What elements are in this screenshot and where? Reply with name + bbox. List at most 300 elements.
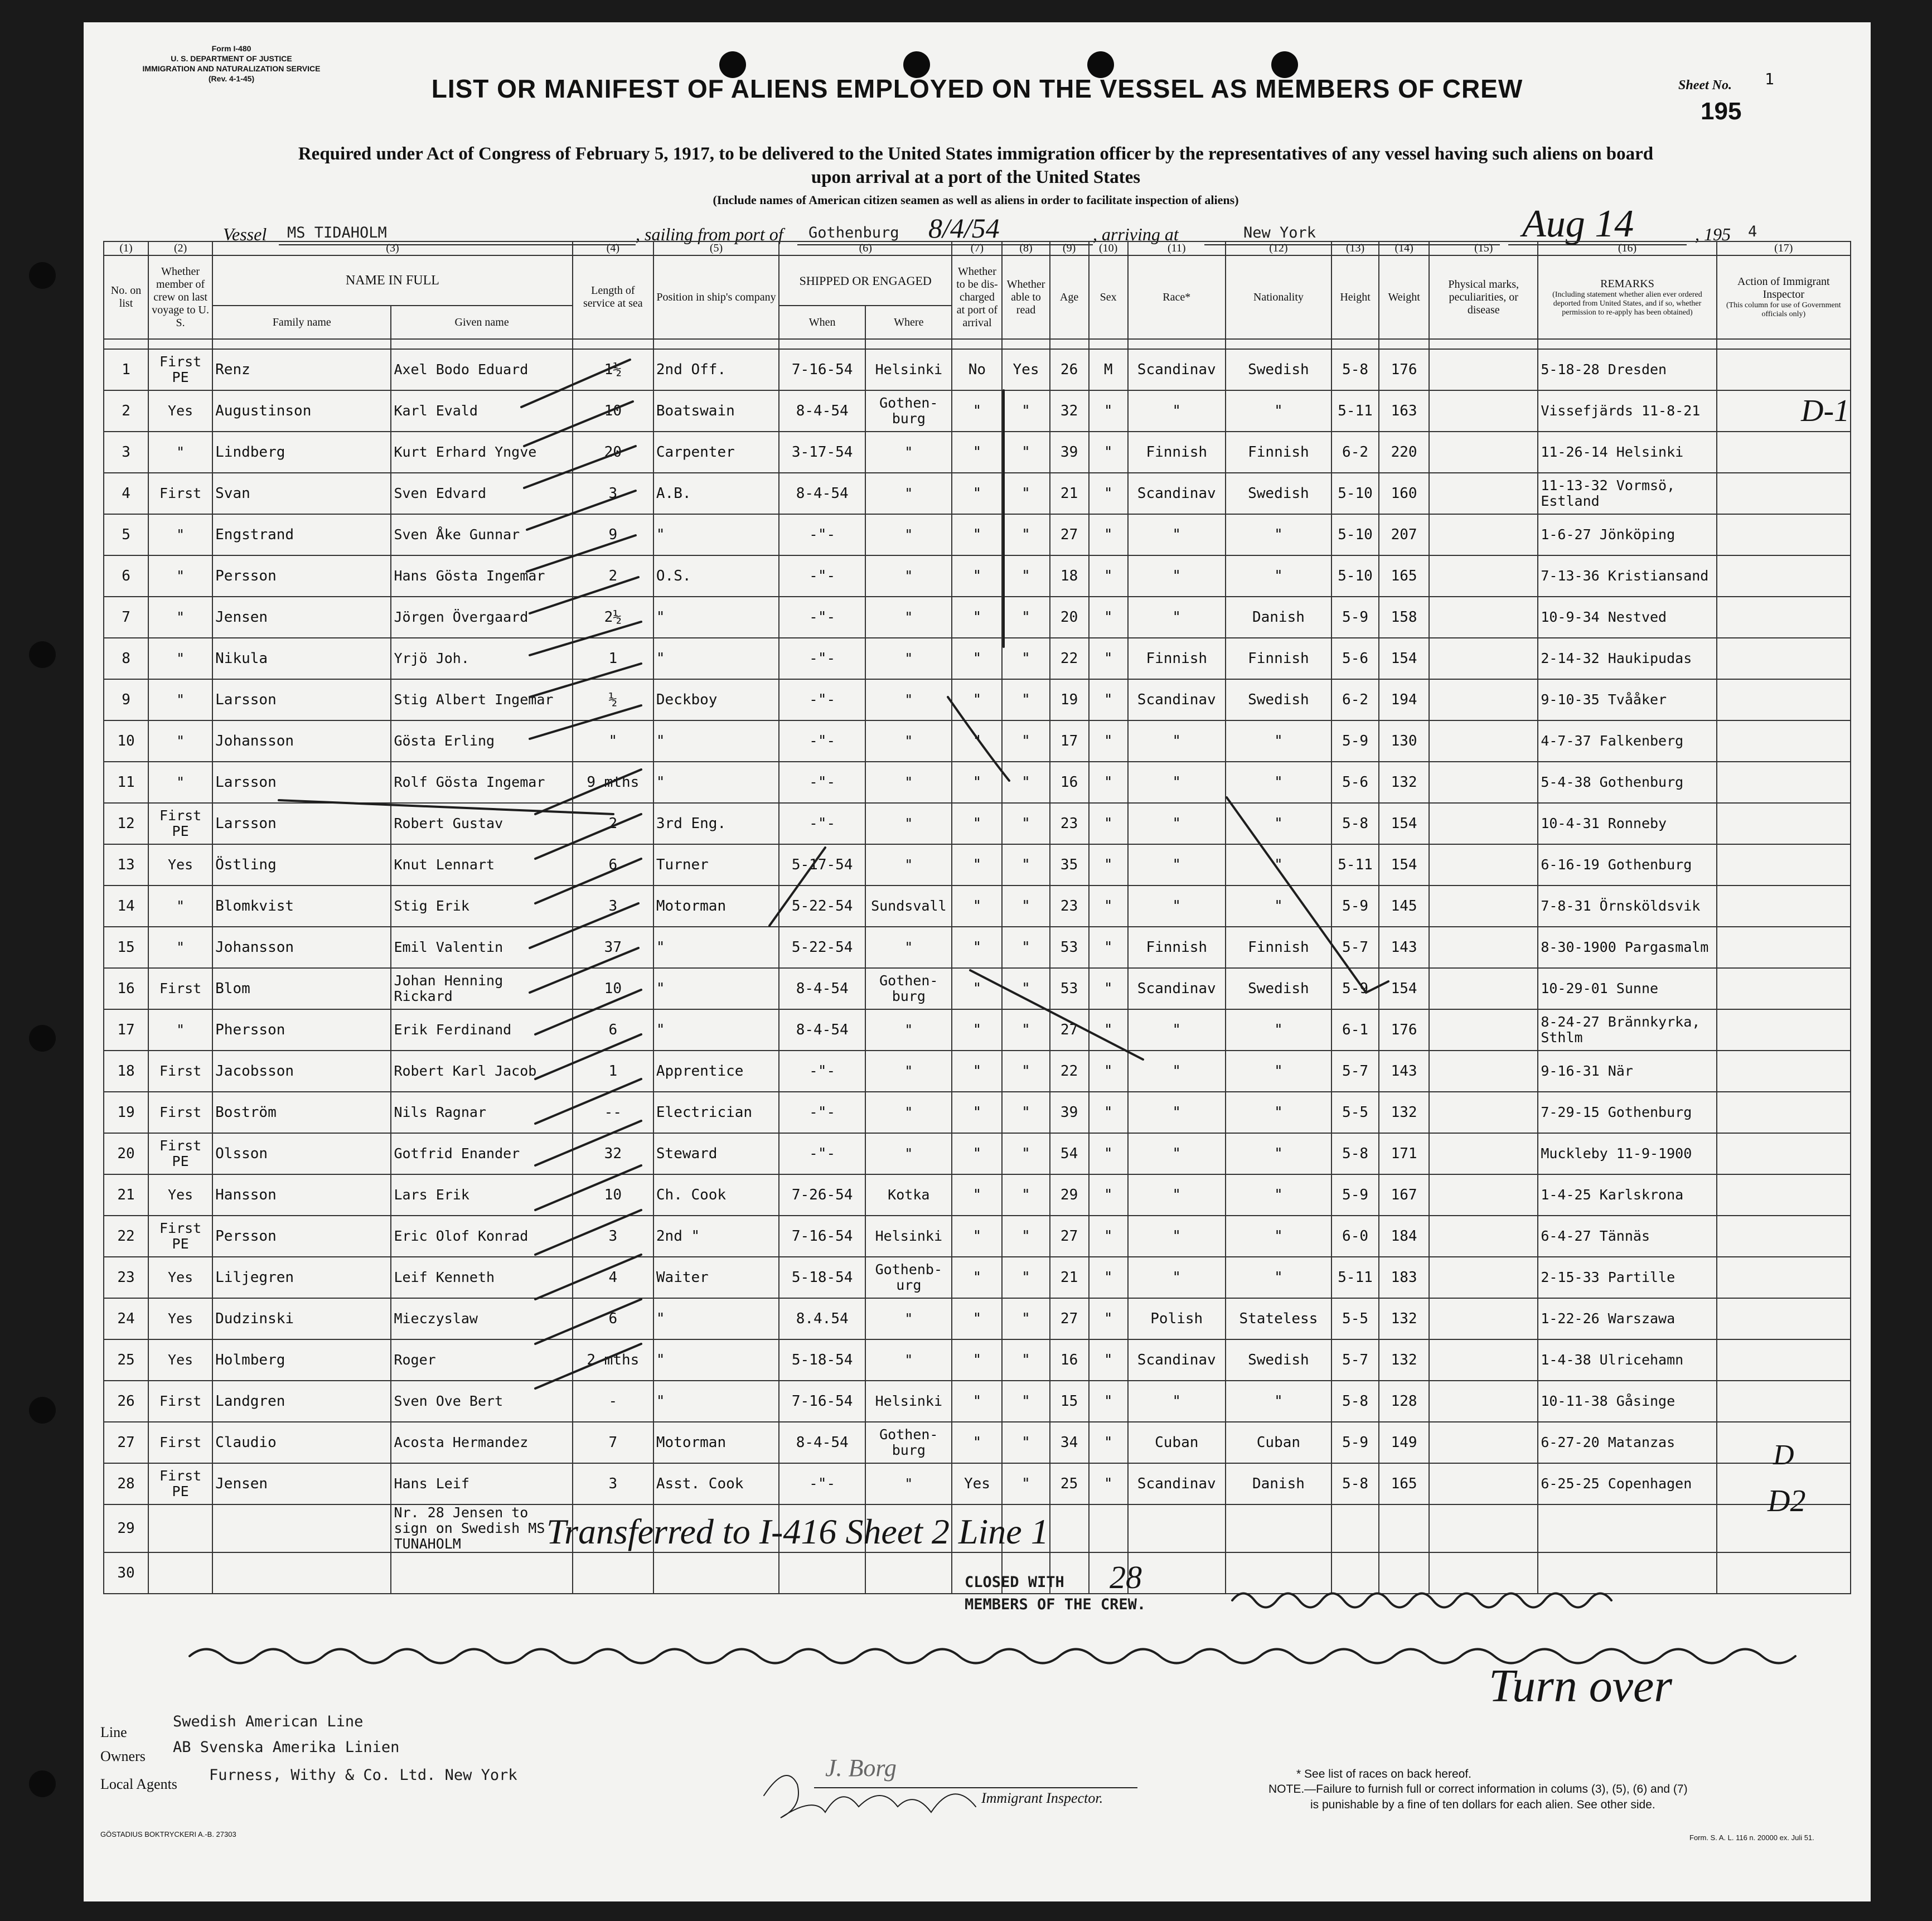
position-cell: " <box>653 1298 779 1339</box>
header-where: Where <box>865 306 952 339</box>
line-label: Line <box>100 1724 127 1740</box>
action-title: Action of Immigrant Inspector <box>1737 275 1830 301</box>
weight-cell: 176 <box>1379 1009 1429 1051</box>
header-when: When <box>779 306 865 339</box>
arrival-date: Aug 14 <box>1522 202 1634 245</box>
race-cell: " <box>1128 597 1226 638</box>
given-name-cell: Gösta Erling <box>391 720 572 762</box>
shipped-where-cell: " <box>865 638 952 679</box>
sex-cell: " <box>1089 1216 1128 1257</box>
shipped-when-cell: -"- <box>779 555 865 597</box>
given-name-cell: Axel Bodo Eduard <box>391 349 572 390</box>
agents-label: Local Agents <box>100 1776 177 1792</box>
age-cell: 29 <box>1050 1174 1089 1216</box>
nationality-cell: " <box>1226 1009 1331 1051</box>
check-stroke <box>524 446 636 488</box>
given-name-cell: Hans Gösta Ingemar <box>391 555 572 597</box>
sex-cell: " <box>1089 1422 1128 1463</box>
year-label: , 195 <box>1695 224 1731 244</box>
remarks-cell: 6-27-20 Matanzas <box>1538 1422 1716 1463</box>
shipped-where-cell: " <box>865 1051 952 1092</box>
given-name-cell: Nr. 28 Jensen to sign on Swedish MS TUNAHOLM <box>391 1504 572 1552</box>
length-service-cell: 9 mths <box>573 762 653 803</box>
nationality-cell: Danish <box>1226 597 1331 638</box>
weight-cell: 183 <box>1379 1257 1429 1298</box>
header-family-name: Family name <box>212 306 391 339</box>
shipped-where-cell: " <box>865 803 952 844</box>
weight-cell: 207 <box>1379 514 1429 555</box>
shipped-where-cell: Gothen-burg <box>865 968 952 1009</box>
required-line: Required under Act of Congress of February 5, 1917, to be delivered to the United States immigration officer by the representatives of any vessel having such aliens on board <box>298 144 1654 164</box>
member-status-cell: First PE <box>148 1463 212 1504</box>
remarks-cell: 6-25-25 Copenhagen <box>1538 1463 1716 1504</box>
position-cell: O.S. <box>653 555 779 597</box>
nationality-cell: Stateless <box>1226 1298 1331 1339</box>
shipped-when-cell: 8-4-54 <box>779 1009 865 1051</box>
height-cell: 5-6 <box>1331 762 1379 803</box>
age-cell: 39 <box>1050 1092 1089 1133</box>
shipped-when-cell: 7-16-54 <box>779 349 865 390</box>
race-note: * See list of races on back hereof. <box>1296 1768 1472 1780</box>
shipped-when-cell: -"- <box>779 1092 865 1133</box>
page-title: LIST OR MANIFEST OF ALIENS EMPLOYED ON THE VESSEL AS MEMBERS OF CREW <box>431 74 1523 103</box>
shipped-where-cell: " <box>865 1092 952 1133</box>
remarks-cell: 8-30-1900 Pargasmalm <box>1538 927 1716 968</box>
col-num: (8) <box>1002 241 1049 255</box>
age-cell: 23 <box>1050 886 1089 927</box>
shipped-when-cell: 8.4.54 <box>779 1298 865 1339</box>
age-cell: 20 <box>1050 597 1089 638</box>
nationality-cell: Swedish <box>1226 349 1331 390</box>
position-cell: Ch. Cook <box>653 1174 779 1216</box>
sex-cell: " <box>1089 1463 1128 1504</box>
remarks-cell: 9-10-35 Tvååker <box>1538 679 1716 720</box>
member-status-cell: First PE <box>148 349 212 390</box>
family-name-cell: Engstrand <box>212 514 391 555</box>
nationality-cell: Swedish <box>1226 968 1331 1009</box>
turn-over-note: Turn over <box>1489 1660 1673 1712</box>
member-status-cell: " <box>148 762 212 803</box>
discharged-cell: " <box>952 886 1002 927</box>
age-cell: 21 <box>1050 473 1089 514</box>
height-cell: 5-10 <box>1331 555 1379 597</box>
race-cell: " <box>1128 555 1226 597</box>
position-cell: Asst. Cook <box>653 1463 779 1504</box>
position-cell: " <box>653 1381 779 1422</box>
transferred-note: Transferred to I-416 Sheet 2 Line 1 <box>546 1512 1049 1551</box>
member-status-cell: First PE <box>148 1133 212 1174</box>
member-status-cell: First <box>148 1051 212 1092</box>
punch-hole <box>29 641 56 668</box>
header-sex: Sex <box>1089 255 1128 339</box>
fine-note: NOTE.—Failure to furnish full or correct information in colums (3), (5), (6) and (7) <box>1268 1783 1688 1796</box>
height-cell: 5-11 <box>1331 844 1379 886</box>
weight-cell: 154 <box>1379 638 1429 679</box>
family-name-cell: Phersson <box>212 1009 391 1051</box>
member-status-cell: First PE <box>148 1216 212 1257</box>
given-name-cell: Nils Ragnar <box>391 1092 572 1133</box>
discharged-cell: " <box>952 1009 1002 1051</box>
family-name-cell: Nikula <box>212 638 391 679</box>
sex-cell: " <box>1089 679 1128 720</box>
strike-line <box>769 848 825 926</box>
length-service-cell: 1½ <box>573 349 653 390</box>
sex-cell: " <box>1089 432 1128 473</box>
col-num: (11) <box>1128 241 1226 255</box>
age-cell: 23 <box>1050 803 1089 844</box>
punch-hole <box>29 1397 56 1424</box>
member-status-cell: " <box>148 432 212 473</box>
remarks-cell: 4-7-37 Falkenberg <box>1538 720 1716 762</box>
weight-cell: 149 <box>1379 1422 1429 1463</box>
shipped-when-cell: 8-4-54 <box>779 473 865 514</box>
member-status-cell: " <box>148 597 212 638</box>
check-stroke <box>524 401 633 446</box>
weight-cell: 143 <box>1379 1051 1429 1092</box>
age-cell: 16 <box>1050 1339 1089 1381</box>
nationality-cell: " <box>1226 390 1331 432</box>
sex-cell: " <box>1089 886 1128 927</box>
given-name-cell: Yrjö Joh. <box>391 638 572 679</box>
row-number-cell: 22 <box>104 1216 148 1257</box>
header-able-read: Whether able to read <box>1002 255 1049 339</box>
length-service-cell: 3 <box>573 1216 653 1257</box>
shipped-where-cell: Kotka <box>865 1174 952 1216</box>
given-name-cell: Rolf Gösta Ingemar <box>391 762 572 803</box>
row-number-cell: 3 <box>104 432 148 473</box>
remarks-cell: Vissefjärds 11-8-21 <box>1538 390 1716 432</box>
height-cell: 5-11 <box>1331 1257 1379 1298</box>
able-to-read-cell: " <box>1002 473 1049 514</box>
shipped-where-cell: " <box>865 555 952 597</box>
discharged-cell: " <box>952 638 1002 679</box>
sex-cell: " <box>1089 1339 1128 1381</box>
member-status-cell: First <box>148 1092 212 1133</box>
member-status-cell: " <box>148 514 212 555</box>
family-name-cell: Blom <box>212 968 391 1009</box>
pen-marks <box>84 22 1871 1901</box>
shipped-where-cell: Sundsvall <box>865 886 952 927</box>
header-height: Height <box>1331 255 1379 339</box>
vessel-name: MS TIDAHOLM <box>287 224 387 241</box>
sheet-label: Sheet No. <box>1678 78 1732 93</box>
shipped-where-cell: " <box>865 1298 952 1339</box>
given-name-cell: Acosta Hermandez <box>391 1422 572 1463</box>
remarks-cell: 6-16-19 Gothenburg <box>1538 844 1716 886</box>
col-num: (4) <box>573 241 653 255</box>
check-stroke <box>535 1299 641 1344</box>
nationality-cell: " <box>1226 1092 1331 1133</box>
required-note: (Include names of American citizen seamen as well as aliens in order to facilitate inspection of aliens) <box>713 193 1239 207</box>
height-cell: 5-8 <box>1331 1133 1379 1174</box>
row-number-cell: 18 <box>104 1051 148 1092</box>
inspector-mark: D-1 <box>1801 394 1850 428</box>
row-number-cell: 6 <box>104 555 148 597</box>
able-to-read-cell: " <box>1002 597 1049 638</box>
remarks-cell: 8-24-27 Brännkyrka, Sthlm <box>1538 1009 1716 1051</box>
row-number-cell: 8 <box>104 638 148 679</box>
weight-cell: 154 <box>1379 968 1429 1009</box>
remarks-cell: 11-26-14 Helsinki <box>1538 432 1716 473</box>
age-cell: 21 <box>1050 1257 1089 1298</box>
remarks-cell: 2-15-33 Partille <box>1538 1257 1716 1298</box>
weight-cell: 220 <box>1379 432 1429 473</box>
age-cell: 22 <box>1050 1051 1089 1092</box>
position-cell: " <box>653 1339 779 1381</box>
remarks-title: REMARKS <box>1600 277 1654 290</box>
col-num: (6) <box>779 241 952 255</box>
member-status-cell: First <box>148 473 212 514</box>
shipped-when-cell: -"- <box>779 1133 865 1174</box>
discharged-cell: " <box>952 1092 1002 1133</box>
nationality-cell: " <box>1226 1051 1331 1092</box>
weight-cell: 158 <box>1379 597 1429 638</box>
sex-cell: " <box>1089 638 1128 679</box>
given-name-cell: Leif Kenneth <box>391 1257 572 1298</box>
race-cell: Finnish <box>1128 432 1226 473</box>
shipped-when-cell: 5-17-54 <box>779 844 865 886</box>
race-cell: Polish <box>1128 1298 1226 1339</box>
height-cell: 6-2 <box>1331 432 1379 473</box>
nationality-cell: " <box>1226 720 1331 762</box>
family-name-cell: Holmberg <box>212 1339 391 1381</box>
length-service-cell: 20 <box>573 432 653 473</box>
discharged-cell: Yes <box>952 1463 1002 1504</box>
position-cell: Apprentice <box>653 1051 779 1092</box>
shipped-where-cell: Gothen-burg <box>865 1422 952 1463</box>
weight-cell: 132 <box>1379 762 1429 803</box>
sex-cell: " <box>1089 927 1128 968</box>
row-number-cell: 24 <box>104 1298 148 1339</box>
race-cell: Scandinav <box>1128 349 1226 390</box>
weight-cell: 171 <box>1379 1133 1429 1174</box>
race-cell: " <box>1128 720 1226 762</box>
shipped-when-cell: -"- <box>779 762 865 803</box>
length-service-cell: 6 <box>573 844 653 886</box>
shipped-where-cell: Helsinki <box>865 1216 952 1257</box>
discharged-cell: " <box>952 762 1002 803</box>
age-cell: 19 <box>1050 679 1089 720</box>
race-cell: Finnish <box>1128 927 1226 968</box>
given-name-cell: Lars Erik <box>391 1174 572 1216</box>
race-cell: " <box>1128 844 1226 886</box>
able-to-read-cell: " <box>1002 803 1049 844</box>
header-whether-member: Whether member of crew on last voyage to U. S. <box>148 255 212 339</box>
given-name-cell: Sven Åke Gunnar <box>391 514 572 555</box>
check-stroke <box>535 1165 641 1210</box>
given-name-cell: Stig Albert Ingemar <box>391 679 572 720</box>
nationality-cell: " <box>1226 514 1331 555</box>
shipped-when-cell: -"- <box>779 638 865 679</box>
line-value: Swedish American Line <box>173 1713 364 1730</box>
height-cell: 5-5 <box>1331 1298 1379 1339</box>
able-to-read-cell: " <box>1002 762 1049 803</box>
header-age: Age <box>1050 255 1089 339</box>
remarks-note: (Including statement whether alien ever ordered deported from United States, and if so, whether permission to re-apply has been obtained) <box>1552 290 1702 317</box>
row-number-cell: 14 <box>104 886 148 927</box>
weight-cell: 143 <box>1379 927 1429 968</box>
family-name-cell: Larsson <box>212 679 391 720</box>
nationality-cell: " <box>1226 1216 1331 1257</box>
position-cell: Steward <box>653 1133 779 1174</box>
race-cell: Cuban <box>1128 1422 1226 1463</box>
race-cell: " <box>1128 390 1226 432</box>
height-cell: 5-7 <box>1331 927 1379 968</box>
shipped-when-cell: -"- <box>779 1051 865 1092</box>
height-cell: 5-11 <box>1331 390 1379 432</box>
sex-cell: " <box>1089 720 1128 762</box>
weight-cell: 130 <box>1379 720 1429 762</box>
row-number-cell: 4 <box>104 473 148 514</box>
position-cell: Electrician <box>653 1092 779 1133</box>
height-cell: 5-9 <box>1331 1422 1379 1463</box>
height-cell: 5-9 <box>1331 597 1379 638</box>
nationality-cell: " <box>1226 1381 1331 1422</box>
nationality-cell: " <box>1226 886 1331 927</box>
position-cell: Motorman <box>653 886 779 927</box>
shipped-where-cell: Gothenb-urg <box>865 1257 952 1298</box>
col-num: (13) <box>1331 241 1379 255</box>
check-stroke <box>535 859 641 903</box>
sex-cell: " <box>1089 1092 1128 1133</box>
position-cell: 2nd " <box>653 1216 779 1257</box>
shipped-where-cell: " <box>865 1009 952 1051</box>
header-position: Position in ship's company <box>653 255 779 339</box>
sex-cell: " <box>1089 473 1128 514</box>
check-stroke <box>535 1034 641 1079</box>
discharged-cell: " <box>952 514 1002 555</box>
sex-cell: " <box>1089 597 1128 638</box>
shipped-when-cell: 7-26-54 <box>779 1174 865 1216</box>
remarks-cell: 1-6-27 Jönköping <box>1538 514 1716 555</box>
able-to-read-cell: " <box>1002 514 1049 555</box>
discharged-cell: " <box>952 720 1002 762</box>
arriving-port: New York <box>1243 224 1316 241</box>
shipped-where-cell: " <box>865 720 952 762</box>
row-number-cell: 21 <box>104 1174 148 1216</box>
col-num: (9) <box>1050 241 1089 255</box>
shipped-where-cell: " <box>865 514 952 555</box>
wavy-line <box>1232 1594 1611 1608</box>
printer-mark: GÖSTADIUS BOKTRYCKERI A.-B. 27303 <box>100 1830 236 1838</box>
age-cell: 32 <box>1050 390 1089 432</box>
family-name-cell: Hansson <box>212 1174 391 1216</box>
discharged-cell: " <box>952 927 1002 968</box>
height-cell: 5-9 <box>1331 720 1379 762</box>
shipped-when-cell: -"- <box>779 679 865 720</box>
length-service-cell: 2 mths <box>573 1339 653 1381</box>
race-cell: " <box>1128 1257 1226 1298</box>
length-service-cell: 2½ <box>573 597 653 638</box>
length-service-cell: 2 <box>573 555 653 597</box>
discharged-cell: " <box>952 1051 1002 1092</box>
race-cell: " <box>1128 803 1226 844</box>
family-name-cell: Renz <box>212 349 391 390</box>
length-service-cell: 37 <box>573 927 653 968</box>
shipped-where-cell: " <box>865 679 952 720</box>
position-cell: Turner <box>653 844 779 886</box>
shipped-where-cell: " <box>865 1463 952 1504</box>
height-cell: 5-7 <box>1331 1339 1379 1381</box>
age-cell: 26 <box>1050 349 1089 390</box>
shipped-when-cell: 8-4-54 <box>779 390 865 432</box>
able-to-read-cell: " <box>1002 1381 1049 1422</box>
nationality-cell: " <box>1226 555 1331 597</box>
discharged-cell: " <box>952 1174 1002 1216</box>
member-status-cell: Yes <box>148 1298 212 1339</box>
closed-with-label: CLOSED WITH <box>965 1574 1064 1591</box>
remarks-cell: 7-29-15 Gothenburg <box>1538 1092 1716 1133</box>
header-physical: Physical marks, peculiarities, or disease <box>1429 255 1538 339</box>
remarks-cell: 5-4-38 Gothenburg <box>1538 762 1716 803</box>
weight-cell: 176 <box>1379 349 1429 390</box>
able-to-read-cell: " <box>1002 1051 1049 1092</box>
member-status-cell: " <box>148 679 212 720</box>
remarks-cell: 1-4-25 Karlskrona <box>1538 1174 1716 1216</box>
family-name-cell: Jacobsson <box>212 1051 391 1092</box>
position-cell: " <box>653 720 779 762</box>
length-service-cell: 10 <box>573 968 653 1009</box>
weight-cell: 167 <box>1379 1174 1429 1216</box>
remarks-cell: 1-22-26 Warszawa <box>1538 1298 1716 1339</box>
height-cell: 5-8 <box>1331 803 1379 844</box>
col-num: (7) <box>952 241 1002 255</box>
shipped-when-cell: 3-17-54 <box>779 432 865 473</box>
family-name-cell: Larsson <box>212 762 391 803</box>
header-no-on-list: No. on list <box>104 255 148 339</box>
row-number-cell: 1 <box>104 349 148 390</box>
year-digit: 4 <box>1748 223 1757 240</box>
age-cell: 27 <box>1050 1216 1089 1257</box>
race-cell: " <box>1128 514 1226 555</box>
length-service-cell: 10 <box>573 1174 653 1216</box>
row-number-cell: 29 <box>104 1504 148 1552</box>
check-stroke <box>535 1121 641 1165</box>
family-name-cell: Johansson <box>212 720 391 762</box>
discharged-cell: " <box>952 679 1002 720</box>
given-name-cell: Jörgen Övergaard <box>391 597 572 638</box>
form-code: Form. S. A. L. 116 n. 20000 ex. Juli 51. <box>1689 1833 1814 1842</box>
sex-cell: " <box>1089 1298 1128 1339</box>
sex-cell: " <box>1089 390 1128 432</box>
sex-cell: " <box>1089 514 1128 555</box>
shipped-where-cell: " <box>865 762 952 803</box>
age-cell: 16 <box>1050 762 1089 803</box>
row-number-cell: 5 <box>104 514 148 555</box>
col-num: (1) <box>104 241 148 255</box>
given-name-cell: Mieczyslaw <box>391 1298 572 1339</box>
nationality-cell: " <box>1226 1133 1331 1174</box>
member-status-cell: Yes <box>148 1257 212 1298</box>
position-cell: " <box>653 1009 779 1051</box>
row-number-cell: 27 <box>104 1422 148 1463</box>
closed-count: 28 <box>1110 1559 1142 1595</box>
length-service-cell: 3 <box>573 1463 653 1504</box>
race-cell: Scandinav <box>1128 1339 1226 1381</box>
position-cell: Waiter <box>653 1257 779 1298</box>
family-name-cell: Östling <box>212 844 391 886</box>
member-status-cell: Yes <box>148 1339 212 1381</box>
manifest-sheet <box>84 22 1871 1901</box>
nationality-cell: Finnish <box>1226 927 1331 968</box>
discharged-cell: " <box>952 1257 1002 1298</box>
check-stroke <box>530 622 641 655</box>
race-cell: " <box>1128 1381 1226 1422</box>
revision: (Rev. 4-1-45) <box>208 74 255 83</box>
header-race: Race* <box>1128 255 1226 339</box>
sex-cell: " <box>1089 1257 1128 1298</box>
age-cell: 27 <box>1050 1009 1089 1051</box>
